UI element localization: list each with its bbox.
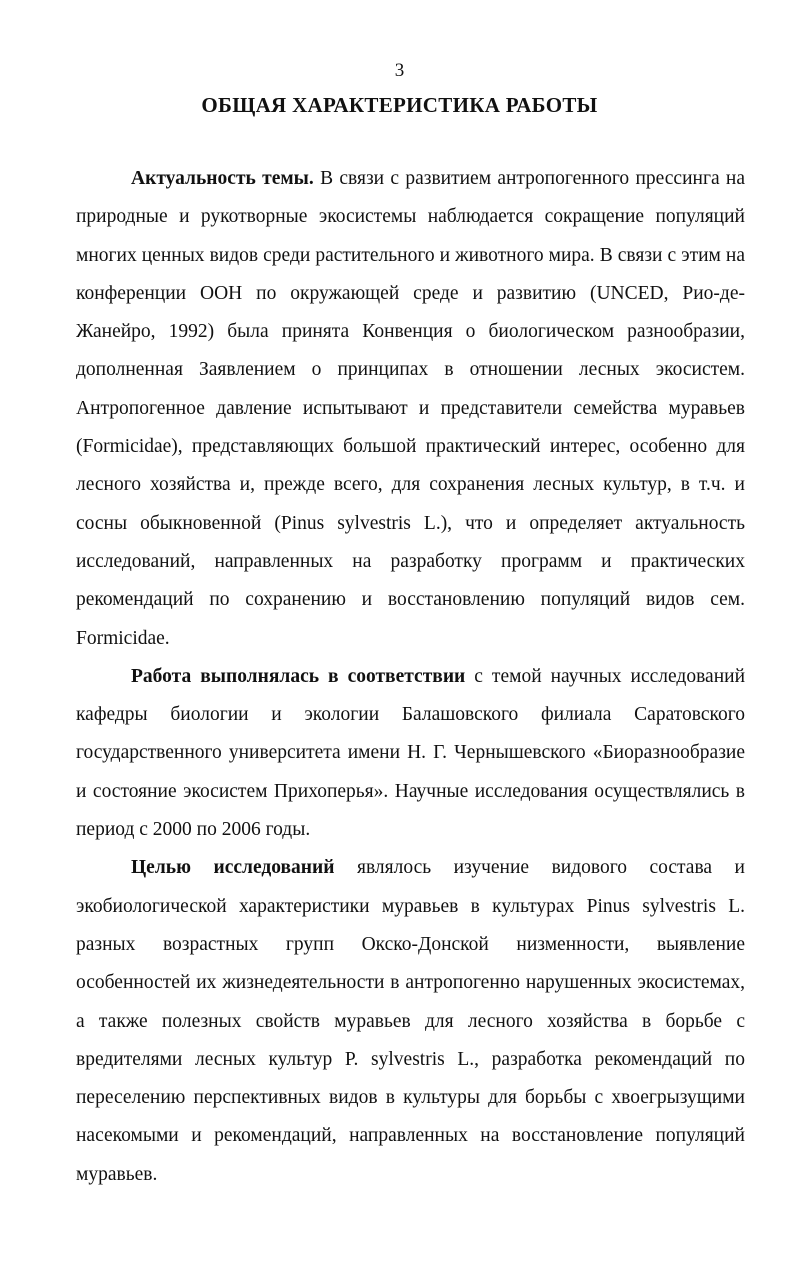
paragraph-lead: Работа выполнялась в соответствии [131, 665, 466, 687]
paragraph-lead: Актуальность темы. [131, 168, 314, 189]
paragraph-relevance [76, 160, 745, 658]
paragraph-text: с темой научных исследований кафедры биологии и экологии Балашовского филиала Саратовского государственного университета имени Н. Г. Чернышевского «Биоразнообразие и состояние экосистем Прихоперья». Научные исследования осуществлялись в период с 2000 по 2006 годы. [76, 665, 746, 841]
body-text [76, 160, 745, 1194]
paragraph-work-context [76, 658, 745, 849]
section-title: ОБЩАЯ ХАРАКТЕРИСТИКА РАБОТЫ [201, 93, 598, 117]
paragraph-text: В связи с развитием антропогенного прессинга на природные и рукотворные экосистемы наблюдается сокращение популяций многих ценных видов среди растительного и животного мира. В связи с этим на конференции ООН по окружающей среде и развитию (UNCED, Рио-де-Жанейро, 1992) была принята Конвенция о биологическом разнообразии, дополненная Заявлением о принципах в отношении лесных экосистем. Антропогенное давление испытывают и представители семейства муравьев (Formicidae), представляющих большой практический интерес, особенно для лесного хозяйства и, прежде всего, для сохранения лесных культур, в т.ч. и сосны обыкновенной (Pinus sylvestris L.), что и определяет актуальность исследований, направленных на разработку программ и практических рекомендаций по сохранению и восстановлению популяций видов сем. Formicidae. [76, 168, 746, 649]
paragraph-text: являлось изучение видового состава и экобиологической характеристики муравьев в культурах Pinus sylvestris L. разных возрастных групп Окско-Донской низменности, выявление особенностей их жизнедеятельности в антропогенно нарушенных экосистемах, а также полезных свойств муравьев для лесного хозяйства в борьбе с вредителями лесных культур P. sylvestris L., разработка рекомендаций по переселению перспективных видов в культуры для борьбы с хвоегрызущими насекомыми и рекомендаций, направленных на восстановление популяций муравьев. [76, 857, 745, 1185]
paragraph-lead: Целью исследований [131, 857, 335, 879]
page-number: 3 [394, 60, 405, 81]
paragraph-research-goal [76, 849, 745, 1194]
